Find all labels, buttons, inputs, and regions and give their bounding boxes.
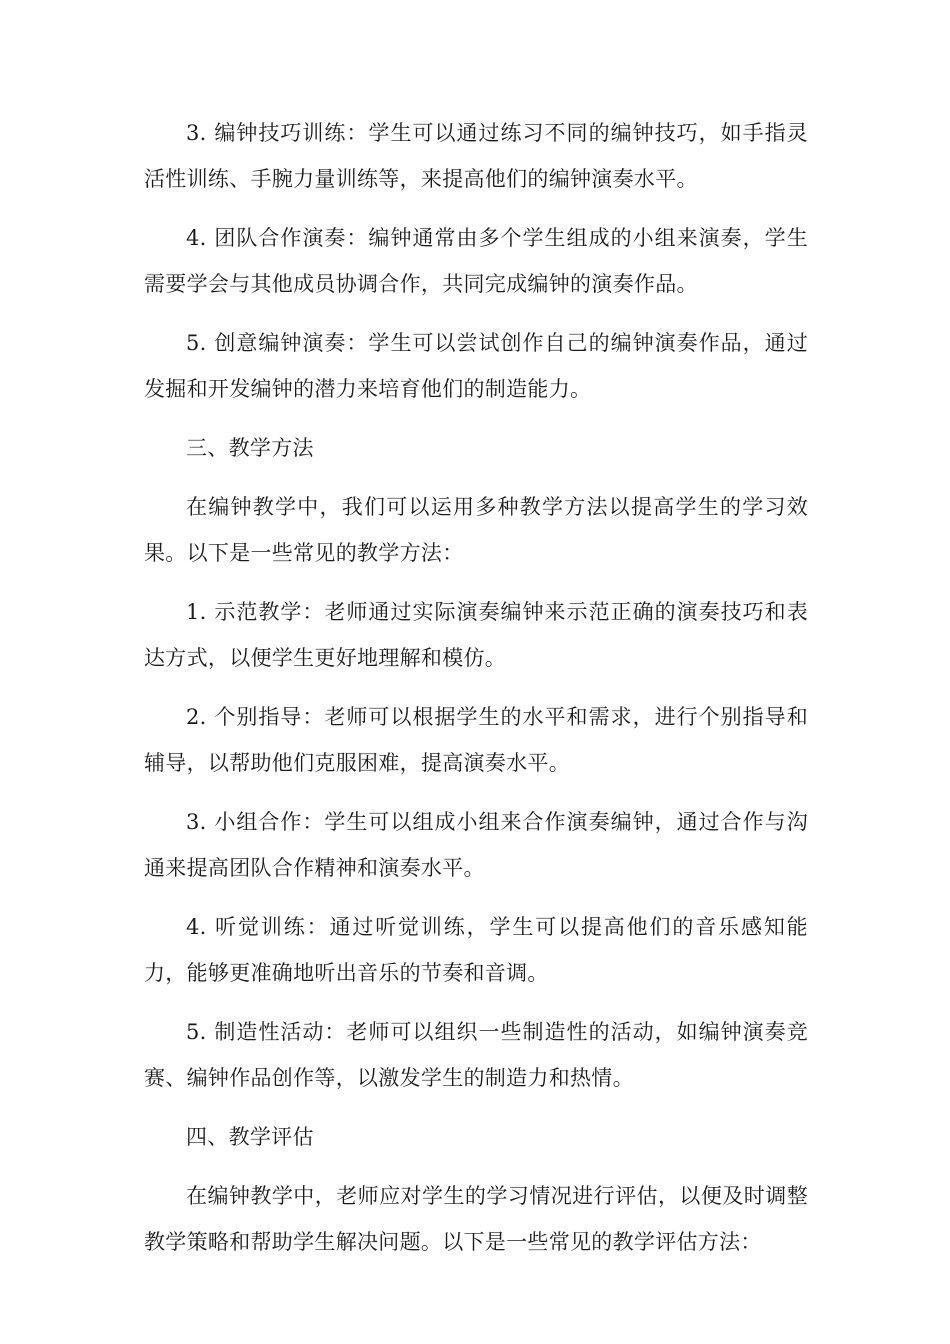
list-item-creative-activities: 5. 制造性活动：老师可以组织一些制造性的活动，如编钟演奏竞赛、编钟作品创作等，以激发学生的制造力和热情。 xyxy=(144,1020,808,1090)
list-item-demonstration: 1. 示范教学：老师通过实际演奏编钟来示范正确的演奏技巧和表达方式，以便学生更好地理解和模仿。 xyxy=(144,600,808,670)
list-item-individual-guidance: 2. 个别指导：老师可以根据学生的水平和需求，进行个别指导和辅导，以帮助他们克服困难，提高演奏水平。 xyxy=(144,705,808,775)
list-item-aural-training: 4. 听觉训练：通过听觉训练，学生可以提高他们的音乐感知能力，能够更准确地听出音乐的节奏和音调。 xyxy=(144,915,808,985)
list-item-team-performance: 4. 团队合作演奏：编钟通常由多个学生组成的小组来演奏，学生需要学会与其他成员协调合作，共同完成编钟的演奏作品。 xyxy=(144,226,808,296)
body-paragraph-methods-intro: 在编钟教学中，我们可以运用多种教学方法以提高学生的学习效果。以下是一些常见的教学方法： xyxy=(144,495,808,565)
section-heading-teaching-assessment: 四、教学评估 xyxy=(186,1125,314,1149)
list-item-group-cooperation: 3. 小组合作：学生可以组成小组来合作演奏编钟，通过合作与沟通来提高团队合作精神和演奏水平。 xyxy=(144,810,808,880)
document-body xyxy=(144,110,808,1278)
section-heading-teaching-methods: 三、教学方法 xyxy=(186,436,314,460)
body-paragraph-assessment-intro: 在编钟教学中，老师应对学生的学习情况进行评估，以便及时调整教学策略和帮助学生解决问题。以下是一些常见的教学评估方法： xyxy=(144,1184,808,1254)
list-item-bianzhong-skill-training: 3. 编钟技巧训练：学生可以通过练习不同的编钟技巧，如手指灵活性训练、手腕力量训练等，来提高他们的编钟演奏水平。 xyxy=(144,121,808,191)
list-item-creative-performance: 5. 创意编钟演奏：学生可以尝试创作自己的编钟演奏作品，通过发掘和开发编钟的潜力来培育他们的制造能力。 xyxy=(144,331,808,401)
